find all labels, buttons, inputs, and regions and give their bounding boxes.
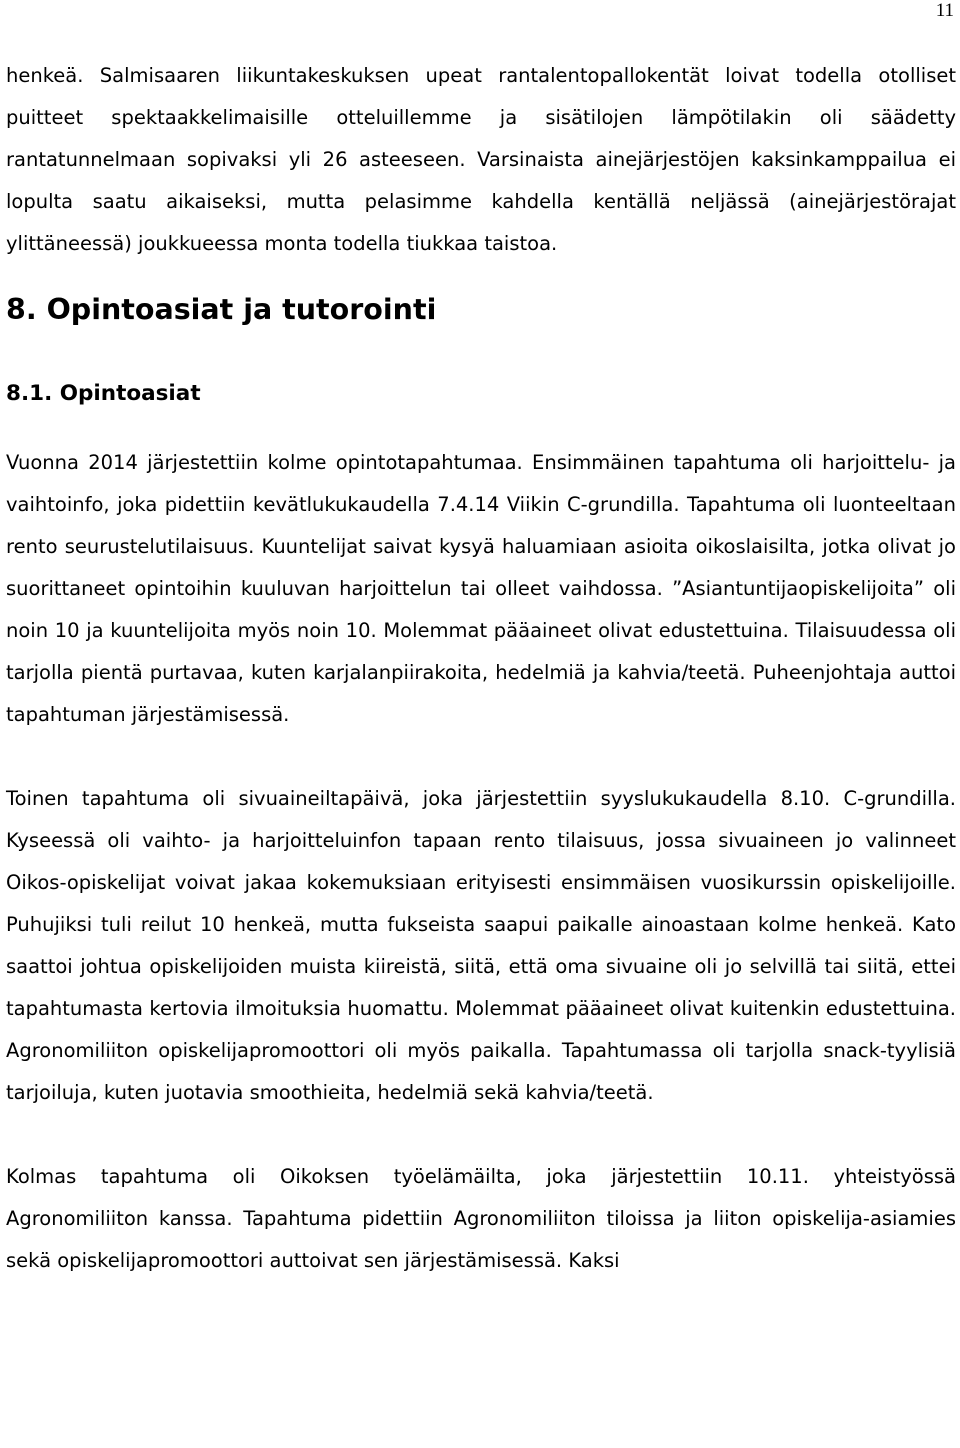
paragraph-gap — [6, 736, 956, 778]
paragraph-gap — [6, 1114, 956, 1156]
section-heading: 8. Opintoasiat ja tutorointi — [6, 293, 437, 326]
paragraph-second-event: Toinen tapahtuma oli sivuaineiltapäivä, joka järjestettiin syyslukukaudella 8.10. C-grundilla. Kyseessä oli vaihto- ja harjoitteluinfon tapaan rento tilaisuus, jossa sivuaineen jo valinneet Oikos-opiskelijat voivat jakaa kokemuksiaan erityisesti ensimmäisen vuosikurssin opiskelijoille. Puhujiksi tuli reilut 10 henkeä, mutta fukseista saapui paikalle ainoastaan kolme henkeä. Kato saattoi johtua opiskelijoiden muista kiireistä, siitä, että oma sivuaine oli jo selvillä tai siitä, ettei tapahtumasta kertovia ilmoituksia huomattu. Molemmat pääaineet olivat kuitenkin edustettuina. Agronomiliiton opiskelijapromoottori oli myös paikalla. Tapahtumassa oli tarjolla snack-tyylisiä tarjoiluja, kuten juotavia smoothieita, hedelmiä sekä kahvia/teetä. — [6, 787, 956, 1104]
page-content — [6, 55, 956, 1282]
paragraph-third-event: Kolmas tapahtuma oli Oikoksen työelämäilta, joka järjestettiin 10.11. yhteistyössä Agronomiliiton kanssa. Tapahtuma pidettiin Agronomiliiton tiloissa ja liiton opiskelija-asiamies sekä opiskelijapromoottori auttoivat sen järjestämisessä. Kaksi — [6, 1165, 956, 1272]
paragraph-intro: henkeä. Salmisaaren liikuntakeskuksen upeat rantalentopallokentät loivat todella otolliset puitteet spektaakkelimaisille otteluillemme ja sisätilojen lämpötilakin oli säädetty rantatunnelmaan sopivaksi yli 26 asteeseen. Varsinaista ainejärjestöjen kaksinkamppailua ei lopulta saatu aikaiseksi, mutta pelasimme kahdella kentällä neljässä (ainejärjestörajat ylittäneessä) joukkueessa monta todella tiukkaa taistoa. — [6, 64, 956, 255]
page-number: 11 — [935, 0, 954, 21]
paragraph-first-event: Vuonna 2014 järjestettiin kolme opintotapahtumaa. Ensimmäinen tapahtuma oli harjoittelu- ja vaihtoinfo, joka pidettiin kevätlukukaudella 7.4.14 Viikin C-grundilla. Tapahtuma oli luonteeltaan rento seurustelutilaisuus. Kuuntelijat saivat kysyä haluamiaan asioita oikoslaisilta, jotka olivat jo suorittaneet opintoihin kuuluvan harjoittelun tai olleet vaihdossa. ”Asiantuntijaopiskelijoita” oli noin 10 ja kuuntelijoita myös noin 10. Molemmat pääaineet olivat edustettuina. Tilaisuudessa oli tarjolla pientä purtavaa, kuten karjalanpiirakoita, hedelmiä ja kahvia/teetä. Puheenjohtaja auttoi tapahtuman järjestämisessä. — [6, 451, 956, 726]
subsection-heading: 8.1. Opintoasiat — [6, 381, 201, 406]
